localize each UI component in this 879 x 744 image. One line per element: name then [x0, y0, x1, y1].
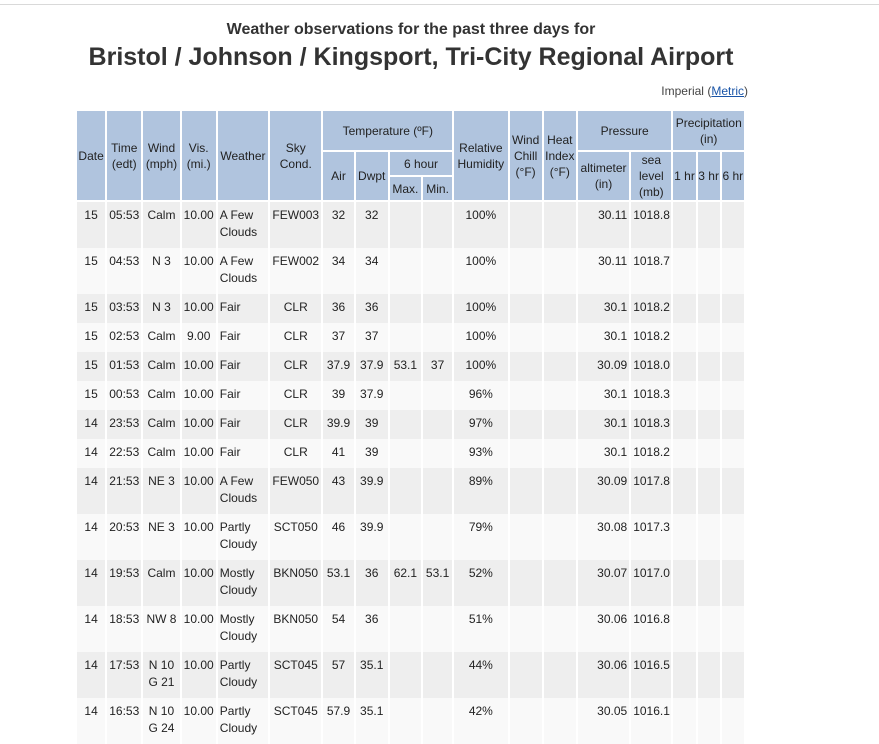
cell-p6	[722, 202, 744, 248]
cell-weather: Fair	[218, 381, 268, 410]
cell-min	[423, 248, 452, 294]
cell-air: 39	[323, 381, 353, 410]
cell-humidity: 89%	[454, 468, 507, 514]
cell-humidity: 44%	[454, 652, 507, 698]
cell-p3	[698, 294, 720, 323]
table-row	[77, 248, 744, 294]
table-row	[77, 652, 744, 698]
cell-wind: N 10 G 21	[143, 652, 179, 698]
cell-sea-level: 1018.7	[631, 248, 671, 294]
cell-wind-chill	[510, 248, 542, 294]
cell-max	[390, 202, 421, 248]
cell-weather: A Few Clouds	[218, 202, 268, 248]
cell-max: 62.1	[390, 560, 421, 606]
cell-p3	[698, 652, 720, 698]
cell-min	[423, 410, 452, 439]
cell-time: 03:53	[107, 294, 141, 323]
cell-wind: Calm	[143, 410, 179, 439]
cell-time: 01:53	[107, 352, 141, 381]
cell-vis: 10.00	[182, 514, 216, 560]
table-row	[77, 468, 744, 514]
cell-heat-index	[544, 410, 576, 439]
col-visibility: Vis. (mi.)	[182, 111, 216, 202]
cell-p6	[722, 439, 744, 468]
cell-sky: BKN050	[270, 560, 321, 606]
page-subtitle: Weather observations for the past three days for	[226, 21, 596, 38]
cell-dwpt: 37.9	[356, 381, 388, 410]
cell-sea-level: 1018.3	[631, 381, 671, 410]
cell-heat-index	[544, 652, 576, 698]
cell-p6	[722, 560, 744, 606]
cell-p6	[722, 652, 744, 698]
cell-date: 14	[77, 410, 105, 439]
cell-p6	[722, 468, 744, 514]
col-max: Max.	[390, 177, 421, 202]
cell-max	[390, 468, 421, 514]
cell-p1	[673, 410, 695, 439]
cell-max	[390, 514, 421, 560]
cell-altimeter: 30.08	[578, 514, 629, 560]
cell-weather: Fair	[218, 323, 268, 352]
cell-max	[390, 323, 421, 352]
cell-max	[390, 381, 421, 410]
cell-vis: 10.00	[182, 202, 216, 248]
cell-vis: 10.00	[182, 560, 216, 606]
cell-min	[423, 323, 452, 352]
cell-vis: 10.00	[182, 410, 216, 439]
cell-time: 19:53	[107, 560, 141, 606]
cell-air: 37	[323, 323, 353, 352]
cell-time: 04:53	[107, 248, 141, 294]
cell-sea-level: 1016.8	[631, 606, 671, 652]
cell-date: 15	[77, 352, 105, 381]
unit-switcher	[661, 84, 748, 98]
cell-dwpt: 39	[356, 439, 388, 468]
cell-weather: Fair	[218, 294, 268, 323]
cell-wind-chill	[510, 410, 542, 439]
cell-heat-index	[544, 248, 576, 294]
cell-sea-level: 1018.2	[631, 294, 671, 323]
col-precipitation: Precipitation (in)	[673, 111, 744, 152]
cell-air: 34	[323, 248, 353, 294]
cell-p1	[673, 381, 695, 410]
cell-dwpt: 35.1	[356, 698, 388, 744]
cell-sky: CLR	[270, 410, 321, 439]
cell-weather: Partly Cloudy	[218, 652, 268, 698]
cell-sky: SCT050	[270, 514, 321, 560]
cell-wind-chill	[510, 514, 542, 560]
cell-p6	[722, 514, 744, 560]
cell-wind-chill	[510, 652, 542, 698]
col-heat-index: Heat Index (°F)	[544, 111, 576, 202]
top-divider	[0, 4, 879, 5]
cell-sky: SCT045	[270, 698, 321, 744]
cell-max	[390, 439, 421, 468]
cell-sea-level: 1018.2	[631, 323, 671, 352]
cell-max	[390, 410, 421, 439]
cell-date: 14	[77, 560, 105, 606]
cell-p1	[673, 652, 695, 698]
cell-min	[423, 698, 452, 744]
col-time: Time (edt)	[107, 111, 141, 202]
cell-heat-index	[544, 698, 576, 744]
table-row	[77, 202, 744, 248]
cell-altimeter: 30.1	[578, 410, 629, 439]
cell-dwpt: 36	[356, 560, 388, 606]
cell-sea-level: 1018.0	[631, 352, 671, 381]
cell-humidity: 100%	[454, 248, 507, 294]
cell-p3	[698, 560, 720, 606]
cell-time: 21:53	[107, 468, 141, 514]
cell-p6	[722, 698, 744, 744]
cell-date: 14	[77, 514, 105, 560]
cell-sea-level: 1017.0	[631, 560, 671, 606]
cell-p6	[722, 410, 744, 439]
cell-altimeter: 30.1	[578, 294, 629, 323]
cell-p3	[698, 323, 720, 352]
table-row	[77, 514, 744, 560]
cell-time: 00:53	[107, 381, 141, 410]
cell-p3	[698, 606, 720, 652]
cell-sky: CLR	[270, 381, 321, 410]
paren-close: )	[744, 84, 748, 98]
cell-air: 32	[323, 202, 353, 248]
col-altimeter: altimeter (in)	[578, 152, 629, 202]
cell-heat-index	[544, 514, 576, 560]
cell-p1	[673, 352, 695, 381]
table-row	[77, 606, 744, 652]
cell-time: 17:53	[107, 652, 141, 698]
cell-wind: Calm	[143, 323, 179, 352]
cell-time: 02:53	[107, 323, 141, 352]
table-row	[77, 352, 744, 381]
col-sky-condition: Sky Cond.	[270, 111, 321, 202]
cell-vis: 10.00	[182, 248, 216, 294]
cell-min: 37	[423, 352, 452, 381]
cell-min	[423, 652, 452, 698]
cell-date: 15	[77, 248, 105, 294]
cell-date: 14	[77, 468, 105, 514]
table-row	[77, 381, 744, 410]
cell-dwpt: 39.9	[356, 468, 388, 514]
cell-min	[423, 439, 452, 468]
cell-time: 22:53	[107, 439, 141, 468]
cell-humidity: 52%	[454, 560, 507, 606]
cell-max	[390, 606, 421, 652]
cell-p1	[673, 514, 695, 560]
cell-heat-index	[544, 202, 576, 248]
cell-date: 15	[77, 294, 105, 323]
cell-date: 14	[77, 606, 105, 652]
cell-wind-chill	[510, 560, 542, 606]
col-sea-level: sea level (mb)	[631, 152, 671, 202]
paren-open: (	[707, 84, 712, 98]
cell-p3	[698, 439, 720, 468]
cell-max	[390, 248, 421, 294]
cell-p1	[673, 202, 695, 248]
cell-sky: BKN050	[270, 606, 321, 652]
cell-sea-level: 1017.8	[631, 468, 671, 514]
cell-p6	[722, 606, 744, 652]
cell-p3	[698, 410, 720, 439]
cell-air: 53.1	[323, 560, 353, 606]
cell-sea-level: 1016.1	[631, 698, 671, 744]
cell-humidity: 97%	[454, 410, 507, 439]
cell-min	[423, 202, 452, 248]
cell-date: 14	[77, 652, 105, 698]
cell-sky: FEW002	[270, 248, 321, 294]
cell-time: 16:53	[107, 698, 141, 744]
cell-sea-level: 1018.2	[631, 439, 671, 468]
col-dewpoint: Dwpt	[356, 152, 388, 202]
cell-wind: NW 8	[143, 606, 179, 652]
cell-dwpt: 36	[356, 606, 388, 652]
cell-weather: Partly Cloudy	[218, 698, 268, 744]
col-wind-chill: Wind Chill (°F)	[510, 111, 542, 202]
cell-dwpt: 32	[356, 202, 388, 248]
cell-p1	[673, 294, 695, 323]
cell-sea-level: 1017.3	[631, 514, 671, 560]
cell-sky: FEW050	[270, 468, 321, 514]
cell-heat-index	[544, 381, 576, 410]
cell-altimeter: 30.1	[578, 439, 629, 468]
col-wind: Wind (mph)	[143, 111, 179, 202]
cell-p3	[698, 381, 720, 410]
cell-wind: Calm	[143, 352, 179, 381]
cell-weather: A Few Clouds	[218, 468, 268, 514]
cell-p1	[673, 248, 695, 294]
cell-dwpt: 39	[356, 410, 388, 439]
cell-heat-index	[544, 560, 576, 606]
cell-p6	[722, 294, 744, 323]
cell-wind: NE 3	[143, 514, 179, 560]
cell-vis: 10.00	[182, 606, 216, 652]
cell-air: 54	[323, 606, 353, 652]
cell-dwpt: 37.9	[356, 352, 388, 381]
cell-p6	[722, 352, 744, 381]
cell-wind: Calm	[143, 202, 179, 248]
cell-dwpt: 37	[356, 323, 388, 352]
cell-time: 05:53	[107, 202, 141, 248]
cell-min: 53.1	[423, 560, 452, 606]
cell-air: 46	[323, 514, 353, 560]
table-row	[77, 698, 744, 744]
cell-min	[423, 468, 452, 514]
table-row	[77, 323, 744, 352]
cell-air: 57	[323, 652, 353, 698]
cell-altimeter: 30.06	[578, 606, 629, 652]
cell-sea-level: 1018.8	[631, 202, 671, 248]
cell-air: 43	[323, 468, 353, 514]
cell-heat-index	[544, 352, 576, 381]
col-pressure: Pressure	[578, 111, 672, 152]
cell-wind-chill	[510, 606, 542, 652]
cell-dwpt: 36	[356, 294, 388, 323]
cell-sea-level: 1016.5	[631, 652, 671, 698]
cell-vis: 10.00	[182, 381, 216, 410]
cell-p3	[698, 468, 720, 514]
cell-wind-chill	[510, 698, 542, 744]
cell-humidity: 79%	[454, 514, 507, 560]
cell-p1	[673, 439, 695, 468]
cell-heat-index	[544, 439, 576, 468]
cell-dwpt: 34	[356, 248, 388, 294]
cell-sea-level: 1018.3	[631, 410, 671, 439]
cell-p6	[722, 323, 744, 352]
cell-p1	[673, 560, 695, 606]
cell-min	[423, 606, 452, 652]
table-row	[77, 439, 744, 468]
cell-p1	[673, 323, 695, 352]
cell-heat-index	[544, 323, 576, 352]
cell-time: 20:53	[107, 514, 141, 560]
col-precip-3hr: 3 hr	[698, 152, 720, 202]
cell-heat-index	[544, 468, 576, 514]
cell-dwpt: 39.9	[356, 514, 388, 560]
cell-altimeter: 30.07	[578, 560, 629, 606]
cell-sky: CLR	[270, 294, 321, 323]
col-min: Min.	[423, 177, 452, 202]
cell-wind-chill	[510, 294, 542, 323]
cell-date: 14	[77, 698, 105, 744]
cell-humidity: 100%	[454, 202, 507, 248]
cell-time: 18:53	[107, 606, 141, 652]
cell-max	[390, 294, 421, 323]
cell-air: 57.9	[323, 698, 353, 744]
cell-weather: Partly Cloudy	[218, 514, 268, 560]
observations-body	[77, 202, 744, 744]
cell-p3	[698, 248, 720, 294]
cell-wind: N 10 G 24	[143, 698, 179, 744]
cell-humidity: 51%	[454, 606, 507, 652]
col-precip-6hr: 6 hr	[722, 152, 744, 202]
cell-dwpt: 35.1	[356, 652, 388, 698]
cell-min	[423, 294, 452, 323]
cell-vis: 10.00	[182, 698, 216, 744]
table-row	[77, 560, 744, 606]
cell-sky: CLR	[270, 323, 321, 352]
cell-humidity: 100%	[454, 352, 507, 381]
cell-air: 37.9	[323, 352, 353, 381]
cell-min	[423, 381, 452, 410]
cell-heat-index	[544, 606, 576, 652]
table-row	[77, 410, 744, 439]
cell-altimeter: 30.11	[578, 248, 629, 294]
cell-wind: N 3	[143, 248, 179, 294]
cell-date: 14	[77, 439, 105, 468]
cell-weather: Mostly Cloudy	[218, 606, 268, 652]
metric-link[interactable]: Metric	[711, 84, 744, 98]
cell-p3	[698, 352, 720, 381]
cell-weather: A Few Clouds	[218, 248, 268, 294]
cell-weather: Fair	[218, 352, 268, 381]
cell-weather: Fair	[218, 439, 268, 468]
cell-wind: NE 3	[143, 468, 179, 514]
cell-humidity: 100%	[454, 294, 507, 323]
cell-sky: CLR	[270, 439, 321, 468]
cell-wind: Calm	[143, 381, 179, 410]
cell-max	[390, 698, 421, 744]
cell-vis: 10.00	[182, 352, 216, 381]
col-humidity: Relative Humidity	[454, 111, 507, 202]
cell-vis: 10.00	[182, 652, 216, 698]
cell-altimeter: 30.09	[578, 352, 629, 381]
cell-altimeter: 30.06	[578, 652, 629, 698]
cell-p1	[673, 606, 695, 652]
cell-p1	[673, 698, 695, 744]
col-six-hour: 6 hour	[390, 152, 452, 177]
cell-wind-chill	[510, 352, 542, 381]
station-title: Bristol / Johnson / Kingsport, Tri-City Regional Airport	[88, 43, 734, 71]
cell-humidity: 42%	[454, 698, 507, 744]
cell-air: 36	[323, 294, 353, 323]
cell-heat-index	[544, 294, 576, 323]
cell-date: 15	[77, 323, 105, 352]
cell-min	[423, 514, 452, 560]
cell-humidity: 96%	[454, 381, 507, 410]
cell-p3	[698, 698, 720, 744]
cell-wind-chill	[510, 439, 542, 468]
cell-sky: SCT045	[270, 652, 321, 698]
cell-altimeter: 30.1	[578, 323, 629, 352]
cell-humidity: 93%	[454, 439, 507, 468]
col-precip-1hr: 1 hr	[673, 152, 695, 202]
cell-weather: Mostly Cloudy	[218, 560, 268, 606]
cell-vis: 10.00	[182, 294, 216, 323]
cell-p3	[698, 202, 720, 248]
observations-table	[75, 111, 746, 744]
table-row	[77, 294, 744, 323]
cell-altimeter: 30.05	[578, 698, 629, 744]
cell-altimeter: 30.1	[578, 381, 629, 410]
cell-wind-chill	[510, 381, 542, 410]
cell-date: 15	[77, 381, 105, 410]
cell-vis: 10.00	[182, 439, 216, 468]
imperial-label: Imperial	[661, 84, 704, 98]
cell-wind-chill	[510, 323, 542, 352]
cell-altimeter: 30.11	[578, 202, 629, 248]
cell-wind: Calm	[143, 439, 179, 468]
cell-wind-chill	[510, 202, 542, 248]
cell-air: 41	[323, 439, 353, 468]
cell-sky: CLR	[270, 352, 321, 381]
cell-max: 53.1	[390, 352, 421, 381]
cell-p6	[722, 248, 744, 294]
cell-humidity: 100%	[454, 323, 507, 352]
col-air: Air	[323, 152, 353, 202]
cell-wind: N 3	[143, 294, 179, 323]
cell-time: 23:53	[107, 410, 141, 439]
cell-wind-chill	[510, 468, 542, 514]
cell-p1	[673, 468, 695, 514]
cell-weather: Fair	[218, 410, 268, 439]
cell-air: 39.9	[323, 410, 353, 439]
cell-p6	[722, 381, 744, 410]
col-date: Date	[77, 111, 105, 202]
cell-wind: Calm	[143, 560, 179, 606]
cell-altimeter: 30.09	[578, 468, 629, 514]
cell-max	[390, 652, 421, 698]
cell-p3	[698, 514, 720, 560]
cell-vis: 10.00	[182, 468, 216, 514]
col-weather: Weather	[218, 111, 268, 202]
cell-date: 15	[77, 202, 105, 248]
cell-sky: FEW003	[270, 202, 321, 248]
col-temperature: Temperature (ºF)	[323, 111, 452, 152]
cell-vis: 9.00	[182, 323, 216, 352]
